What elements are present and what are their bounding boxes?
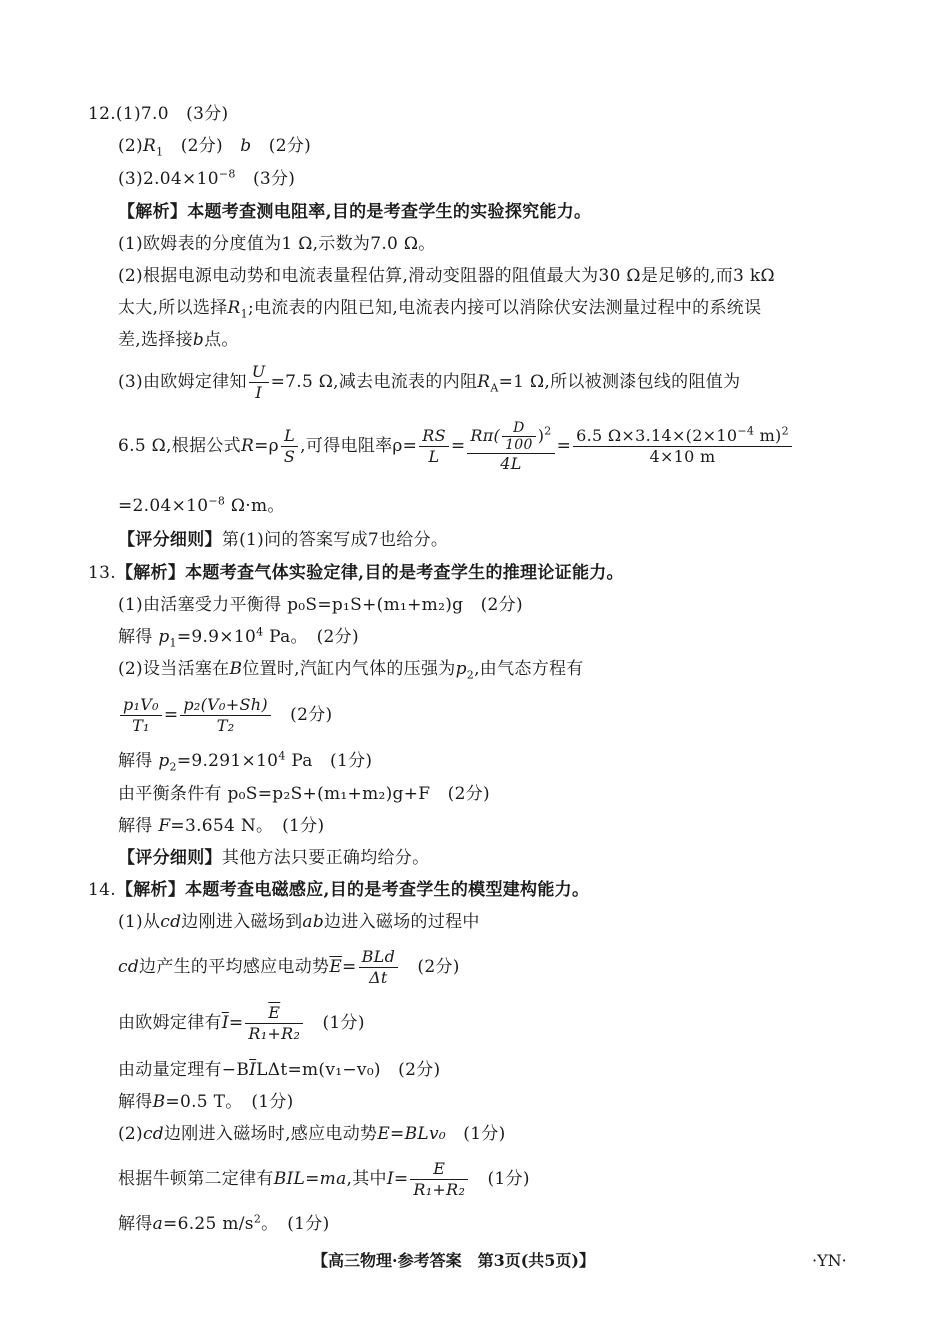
q13-line8 — [118, 814, 324, 838]
q14-line4 — [118, 998, 365, 1048]
t: RS — [419, 426, 449, 447]
t: I — [255, 383, 262, 402]
t: E — [410, 1159, 468, 1180]
t: p₂(V₀+Sh) — [180, 695, 270, 716]
frac-num — [467, 420, 554, 454]
t: I — [386, 1169, 394, 1189]
t: (1)欧姆表的分度值为1 Ω,示数为7.0 Ω。 — [118, 234, 436, 254]
t: (2分) — [163, 136, 241, 156]
t: 由动量定理有−B — [118, 1060, 250, 1080]
t: 边刚进入磁场到 — [181, 912, 303, 932]
t: 4L — [500, 453, 522, 473]
t: cd — [118, 957, 140, 977]
t: 6.5 Ω×3.14×(2×10 — [576, 426, 738, 445]
t: Pa。 (2分) — [263, 627, 359, 647]
t: (2) — [118, 1124, 143, 1144]
t: T₂ — [216, 716, 235, 735]
t: 解得 — [118, 1092, 153, 1112]
t: Ω·m。 — [225, 496, 285, 516]
t: T₁ — [132, 716, 150, 735]
t: 2 — [544, 424, 552, 438]
q14-line8 — [118, 1154, 530, 1204]
t: Pa (1分) — [285, 751, 373, 771]
t: 2 — [169, 760, 177, 774]
q13-line2 — [118, 593, 523, 617]
t: ,可得电阻率ρ= — [300, 436, 418, 456]
fraction-bld-dt — [359, 947, 399, 988]
t: R — [142, 136, 157, 156]
q13-scoring — [118, 846, 429, 870]
t: 第(1)问的答案写成7也给分。 — [221, 530, 449, 550]
t: (2)根据电源电动势和电流表量程估算,滑动变阻器的阻值最大为30 Ω是足够的,而3 kΩ — [118, 266, 775, 286]
t: = — [228, 1013, 244, 1033]
q12-analysis-heading — [118, 200, 591, 224]
t: (2分) — [272, 705, 333, 725]
t: (3)2.04×10 — [118, 169, 219, 189]
t: 2 — [781, 424, 789, 438]
q13-line4 — [118, 657, 584, 681]
t: L — [281, 426, 298, 447]
t: 边进入磁场的过程中 — [324, 912, 480, 932]
t: $\overline{I}$ — [221, 1013, 229, 1033]
t: F — [158, 816, 171, 836]
t: 边刚进入磁场时,感应电动势 — [164, 1124, 378, 1144]
q14-line5 — [118, 1058, 440, 1082]
t: (1)从 — [118, 912, 161, 932]
t: b — [192, 330, 205, 350]
t: R₁+R₂ — [413, 1180, 466, 1199]
t: 【解析】本题考查电磁感应,目的是考查学生的模型建构能力。 — [115, 880, 590, 900]
t: =9.9×10 — [176, 627, 257, 647]
t: 100 — [505, 436, 533, 453]
t: S — [283, 447, 296, 466]
q12-line2 — [118, 134, 311, 158]
q12-line3 — [118, 167, 295, 191]
t: (2)设当活塞在 — [118, 659, 230, 679]
q14-line3 — [118, 942, 460, 992]
t: =ρ — [254, 436, 279, 456]
t: (2分) — [251, 136, 312, 156]
t: A — [490, 381, 499, 395]
t: ) — [537, 425, 545, 445]
t: Rπ( — [470, 425, 501, 445]
fraction-rs-over-l — [419, 426, 449, 467]
t: =3.654 N。 (1分) — [170, 816, 325, 836]
fraction-e-over-r2 — [410, 1159, 468, 1200]
q12-line6 — [118, 264, 775, 288]
t: =7.5 Ω,减去电流表的内阻 — [270, 372, 478, 392]
t: 1 — [156, 145, 164, 159]
t: a — [152, 1214, 164, 1234]
t: (1分) — [305, 1013, 365, 1033]
t: R₁+R₂ — [248, 1024, 301, 1043]
q12-line7 — [118, 296, 761, 320]
t: (3分) — [235, 169, 296, 189]
t: = — [163, 705, 179, 725]
q13-line3 — [118, 625, 359, 649]
q12-line1 — [88, 102, 228, 126]
fraction-e-over-r — [245, 1003, 303, 1044]
t: B — [152, 1092, 166, 1112]
fraction-p2-t2 — [180, 695, 270, 736]
t: = — [342, 957, 357, 977]
q14-line7 — [118, 1122, 506, 1146]
t: 解得 — [118, 627, 159, 647]
t: 由平衡条件有 p₀S=p₂S+(m₁+m₂)g+F (2分) — [118, 784, 490, 804]
fraction-rpi — [467, 420, 554, 474]
t: 根据牛顿第二定律有 — [118, 1169, 274, 1189]
t: −8 — [208, 494, 226, 508]
t: L — [428, 447, 440, 466]
t: 4×10 m — [649, 447, 716, 466]
q13-line6 — [118, 749, 372, 773]
t: 位置时,汽缸内气体的压强为 — [242, 659, 456, 679]
t: R — [477, 372, 491, 392]
t: LΔt=m(v₁−v₀) (2分) — [256, 1060, 441, 1080]
fraction-d-over-100 — [502, 420, 536, 453]
t: =1 Ω,所以被测漆包线的阻值为 — [498, 372, 741, 392]
t: 1 — [169, 636, 177, 650]
t: −8 — [218, 167, 236, 181]
fraction-p1v0-t1 — [120, 695, 162, 736]
t: 。 (1分) — [261, 1214, 330, 1234]
t: 2 — [253, 1212, 262, 1226]
t: ,由气态方程有 — [474, 659, 584, 679]
t: = — [450, 436, 466, 456]
t: p — [158, 627, 170, 647]
q13-heading — [88, 561, 624, 585]
q12-line9 — [118, 362, 740, 403]
t: 边产生的平均感应电动势 — [139, 957, 330, 977]
t: cd — [160, 912, 182, 932]
t: =6.25 m/s — [163, 1214, 254, 1234]
t: = — [556, 436, 572, 456]
t: BIL=ma — [273, 1169, 347, 1189]
t: E=BLv₀ — [377, 1124, 446, 1144]
t: = — [393, 1169, 409, 1189]
t: Δt — [369, 968, 388, 987]
fraction-l-over-s — [281, 426, 298, 467]
t: 解得 — [118, 751, 159, 771]
t: 4 — [256, 625, 264, 639]
q14-heading — [88, 878, 589, 902]
t: 【评分细则】 — [118, 530, 222, 550]
q13-gas-equation — [118, 690, 332, 740]
t: (2分) — [400, 957, 460, 977]
q14-line6 — [118, 1090, 294, 1114]
t: 【解析】本题考查气体实验定律,目的是考查学生的推理论证能力。 — [115, 563, 624, 583]
q12-line11 — [118, 494, 285, 518]
t: 解得 — [118, 816, 159, 836]
t: 14. — [88, 880, 116, 900]
t: 太大,所以选择 — [118, 298, 228, 318]
t: 差,选择接 — [118, 330, 193, 350]
t: =0.5 T。 (1分) — [165, 1092, 294, 1112]
t: D — [502, 420, 536, 437]
q12-line8 — [118, 328, 239, 352]
fraction-numeric — [573, 426, 792, 467]
t: $\overline{E}$ — [245, 1003, 303, 1024]
t: (1分) — [470, 1169, 530, 1189]
t: 2 — [466, 668, 475, 682]
t: 点。 — [204, 330, 239, 350]
footer-page-info: 【高三物理·参考答案 第3页(共5页)】 — [312, 1251, 595, 1270]
t: b — [240, 136, 252, 156]
t: −4 — [737, 424, 755, 438]
t: 【评分细则】 — [118, 848, 222, 868]
t: B — [229, 659, 243, 679]
frac-num — [573, 426, 792, 447]
t: ab — [302, 912, 325, 932]
t: 其他方法只要正确均给分。 — [221, 848, 430, 868]
t: 6.5 Ω,根据公式 — [118, 436, 241, 456]
t: p — [455, 659, 467, 679]
t: 由欧姆定律有 — [118, 1013, 222, 1033]
footer-region-code: ·YN· — [812, 1251, 847, 1270]
q12-scoring — [118, 528, 448, 552]
t: =9.291×10 — [176, 751, 279, 771]
t: 4 — [278, 749, 286, 763]
t: p₁V₀ — [120, 695, 162, 716]
t: (1分) — [445, 1124, 506, 1144]
q14-line9 — [118, 1212, 330, 1236]
t: 13. — [88, 563, 116, 583]
t: $\overline{E}$ — [329, 957, 343, 977]
t: $\overline{I}$ — [249, 1060, 257, 1080]
t: U — [249, 362, 269, 383]
q12-line5 — [118, 232, 436, 256]
t: ,其中 — [346, 1169, 387, 1189]
q14-line2 — [118, 910, 480, 934]
t: m) — [754, 426, 782, 445]
t: ;电流表的内阻已知,电流表内接可以消除伏安法测量过程中的系统误 — [247, 298, 762, 318]
t: 1 — [240, 307, 248, 321]
t: cd — [142, 1124, 164, 1144]
t: BLd — [359, 947, 399, 968]
t: p — [158, 751, 170, 771]
t: R — [240, 436, 255, 456]
t: 【解析】本题考查测电阻率,目的是考查学生的实验探究能力。 — [118, 202, 592, 222]
q13-line7 — [118, 782, 490, 806]
fraction-u-over-i — [249, 362, 269, 403]
t: 解得 — [118, 1214, 153, 1234]
q12-answer-1: 12.(1)7.0 (3分) — [88, 104, 229, 124]
q12-line10 — [118, 418, 794, 474]
t: R — [227, 298, 241, 318]
t: (1)由活塞受力平衡得 p₀S=p₁S+(m₁+m₂)g (2分) — [118, 595, 523, 615]
t: (2) — [118, 136, 143, 156]
t: =2.04×10 — [118, 496, 209, 516]
t: (3)由欧姆定律知 — [118, 372, 247, 392]
